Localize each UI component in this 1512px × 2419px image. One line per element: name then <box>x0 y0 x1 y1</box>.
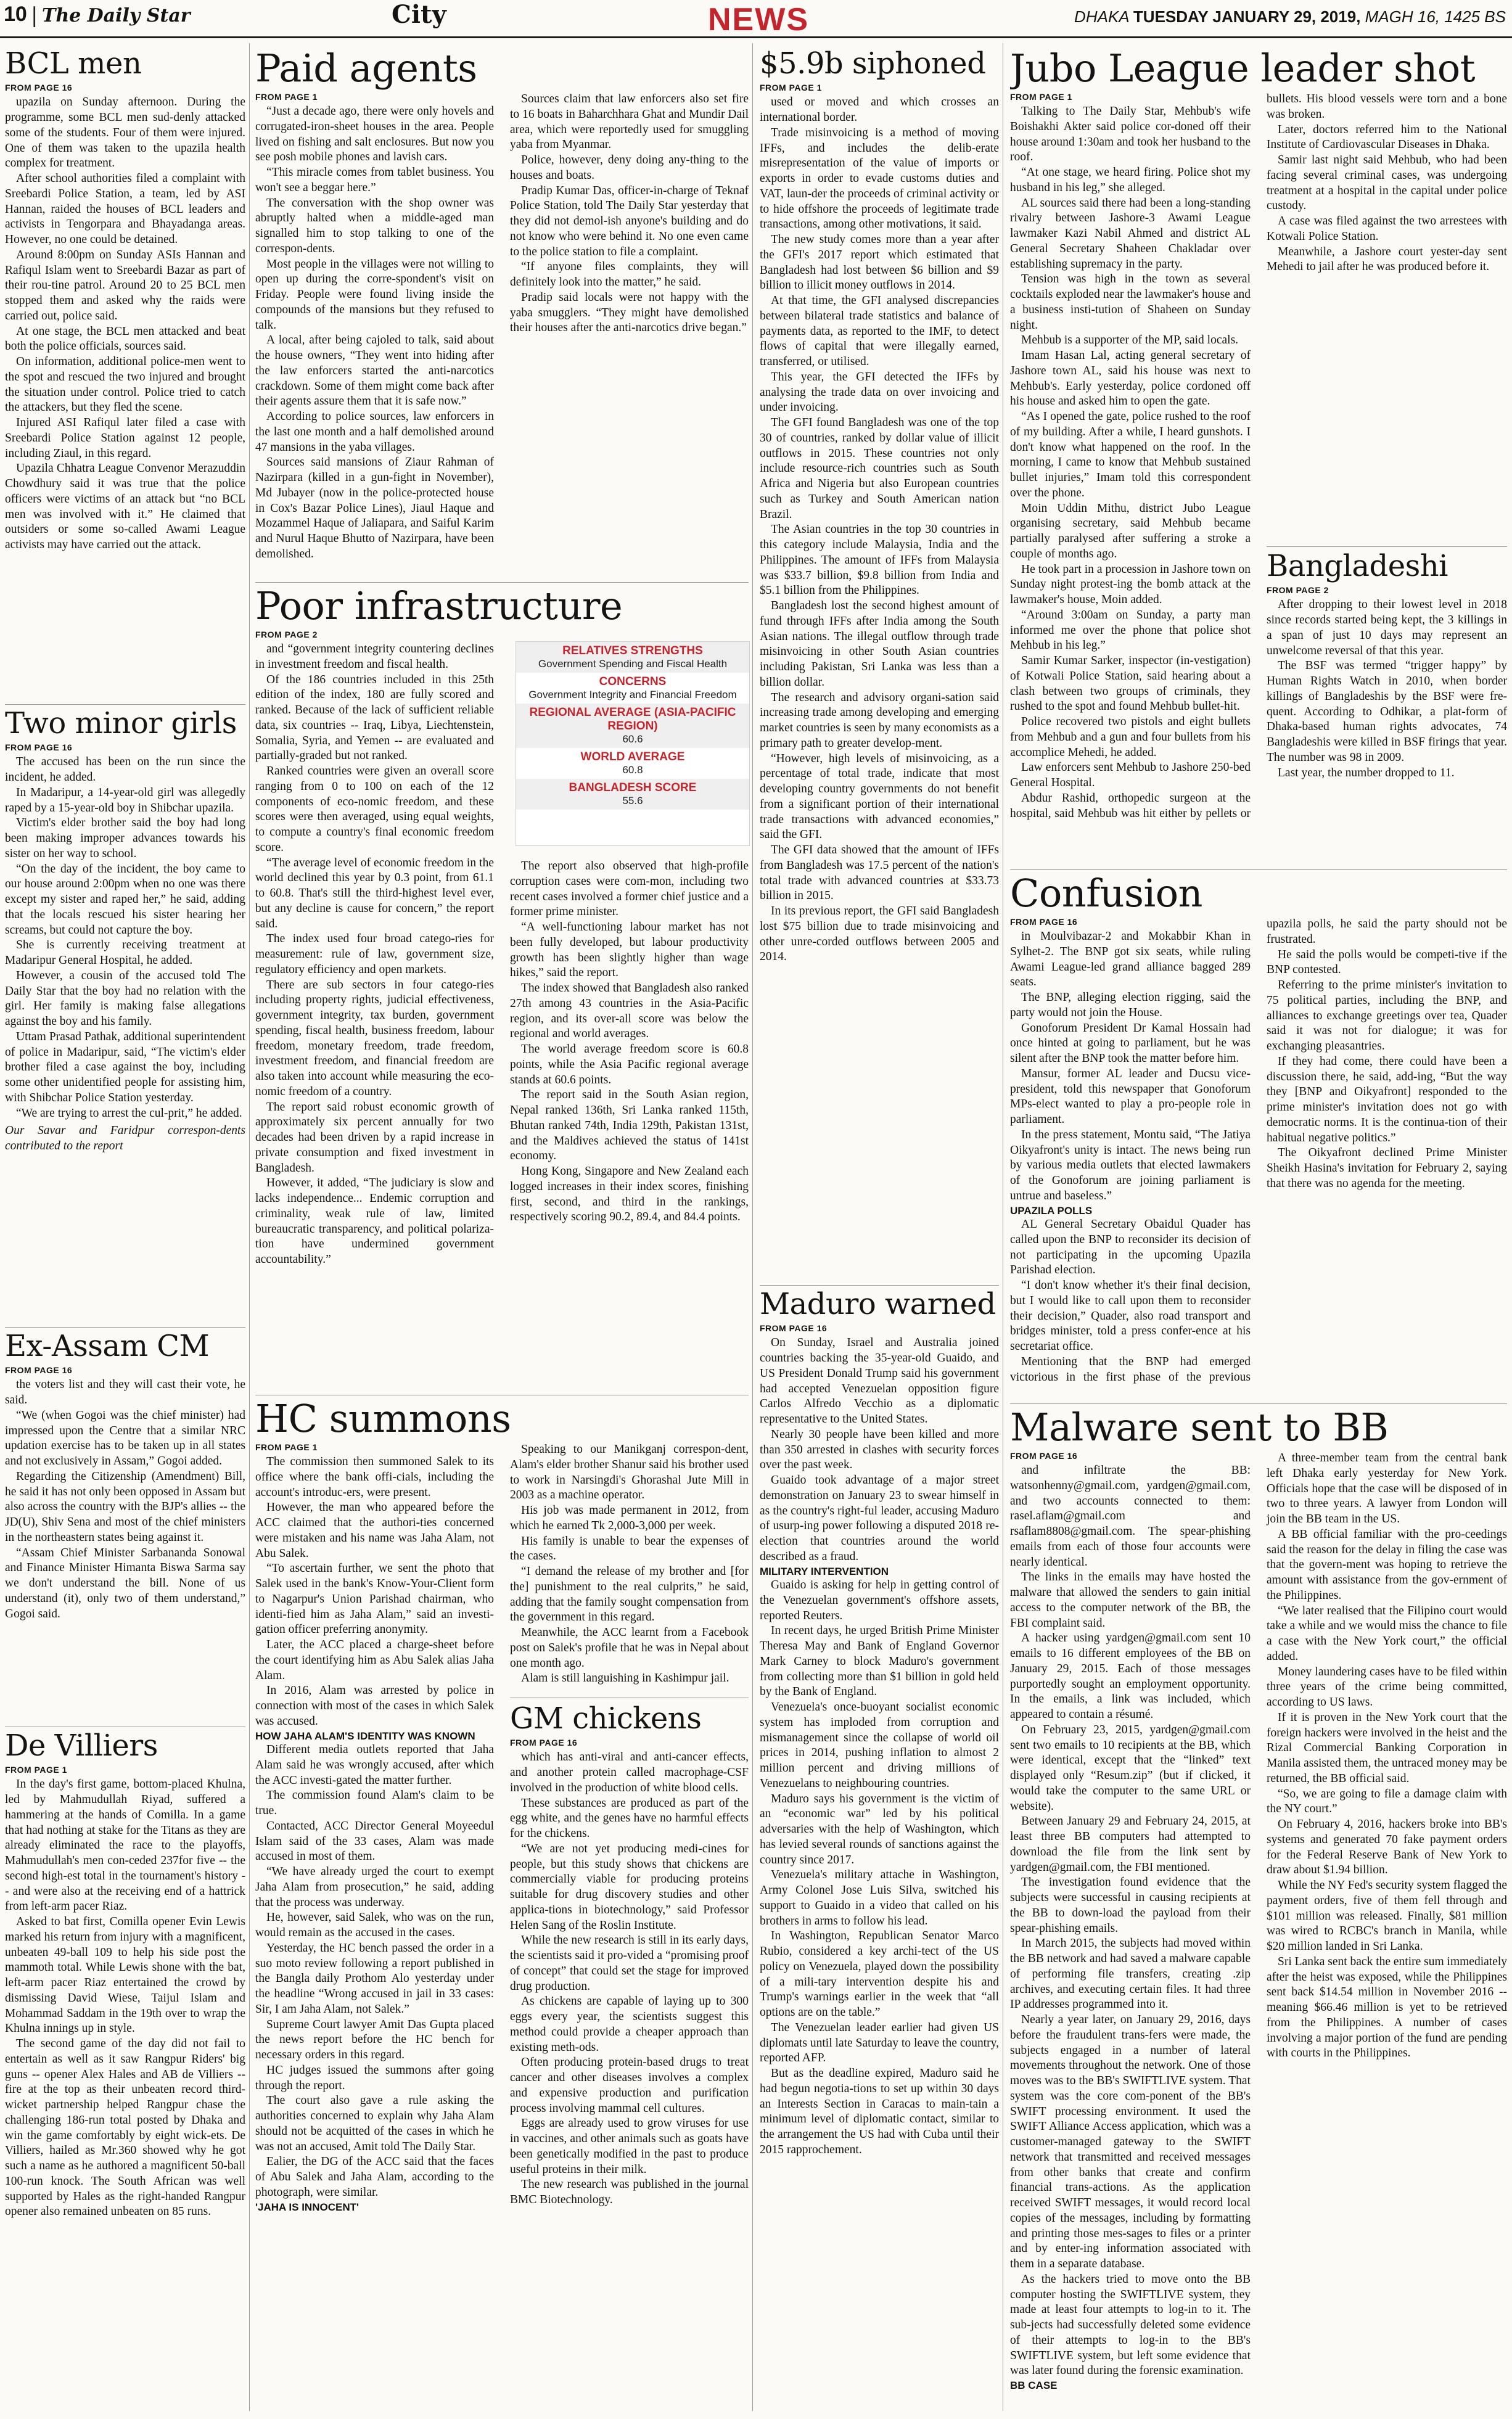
paragraph: Samir Kumar Sarker, inspector (in-vestigation) of Kotwali Police Station, said hearing about a clash between two groups of criminals, they rushed to the spot and found Mehbub bullet-hit. <box>1010 654 1251 713</box>
paragraph: 'JAHA IS INNOCENT' <box>255 2201 360 2213</box>
article-bangladeshi <box>1267 546 1507 867</box>
article-body <box>255 642 494 1268</box>
article-maduro-warned <box>760 1289 999 2415</box>
paragraph: Asked to bat first, Comilla opener Evin Lewis marked his return from injury with a magnificent, unbeaten 49-ball 109 to help his side post the mammoth total. While Lewis shone with the bat, left-arm pacer Riaz entertained the crowd by dismissing David Wiese, Taijul Islam and Mohammad Saddam in the 19th over to wrap the Khulna innings up in style. <box>5 1915 245 2035</box>
paragraph: MILITARY INTERVENTION <box>760 1565 889 1577</box>
article-two-minor-girls <box>5 708 245 1324</box>
paragraph: Gonoforum President Dr Kamal Hossain had once hinted at going to parliament, but he was silent after the BNP took the matter before him. <box>1010 1021 1251 1066</box>
paragraph: On information, additional police-men went to the spot and rescued the two injured and brought the situation under control. Police tried to catch the attackers, but they fled the scene. <box>5 355 245 414</box>
paragraph: He took part in a procession in Jashore town on Sunday night protest-ing the bomb attack at the lawmaker's house, Moin added. <box>1010 562 1251 607</box>
masthead <box>0 0 1512 38</box>
paragraph: “On the day of the incident, the boy came to our house around 2:00pm when no one was there except my sister and raped her,” he said, adding that the locals rescued his sister hearing her screams, but could not capture the boy. <box>5 862 245 937</box>
paragraph: His family is unable to bear the expenses of the cases. <box>510 1534 749 1563</box>
paragraph: used or moved and which crosses an international border. <box>760 96 999 125</box>
paragraph: Upazila Chhatra League Convenor Merazuddin Chowdhury said it was true that the police officers were victims of an attack but “no BCL men was involved with it.” He claimed that outsiders or some so-called Awami League activists may have carried out the attack. <box>5 462 245 552</box>
paragraph: Meanwhile, a Jashore court yester-day sent Mehedi to jail after he was produced before it. <box>1267 245 1507 274</box>
paragraph: Different media outlets reported that Jaha Alam said he was wrongly accused, after which the ACC investi-gated the matter further. <box>255 1743 494 1787</box>
paragraph: Eggs are already used to grow viruses for use in vaccines, and other animals such as goats have been genetically modified in the past to produce useful proteins in their milk. <box>510 2117 749 2176</box>
paragraph: BB CASE <box>1010 2380 1058 2392</box>
paragraph: If they had come, there could have been a discussion there, he said, add-ing, “But the way they [BNP and Oikyafront] responded to the prime minister's invitation does not go with democratic norms. It is the continua-tion of their habitual negative politics.” <box>1267 1054 1507 1144</box>
article-body <box>1010 917 1507 1392</box>
paragraph: The report said in the South Asian region, Nepal ranked 136th, Sri Lanka ranked 115th, Bhutan ranked 74th, India 129th, Pakistan 131st, and the Maldives achieved the status of 141st economy. <box>510 1088 749 1163</box>
paragraph: As chickens are capable of laying up to 300 eggs every year, the scientists suggest this method could provide a cheaper approach than existing meth-ods. <box>510 1995 749 2054</box>
paragraph: Around 8:00pm on Sunday ASIs Hannan and Rafiqul Islam went to Sreebardi Bazar as part of their rou-tine patrol. Around 20 to 25 BCL men stopped them and asked why the raids were carried out, police said. <box>5 248 245 322</box>
paragraph: She is currently receiving treatment at Madaripur General Hospital, he added. <box>5 938 245 967</box>
page-number: 10 <box>4 2 27 26</box>
paragraph: Bangladesh lost the second highest amount of fund through IFFs after India among the South Asian nations. The illegal outflow through trade misinvoicing in other South Asian countries including Pakistan, Sri Lanka was less than a billion dollar. <box>760 599 999 689</box>
paragraph: Mentioning that the BNP had emerged victorious in the first phase of the previous upazila polls, he said the party should not be frustrated. <box>1010 918 1507 1384</box>
paragraph: Nearly a year later, on January 29, 2016, days before the fraudulent trans-fers were made, the subjects engaged in a number of lateral movements throughout the network. One of those moves was to the BB's SWIFTLIVE system. That system was the core com-ponent of the BB's SWIFT processing environment. It used the SWIFT Alliance Access application, which was a customer-managed gateway to the SWIFT network that transmitted and received messages from other banks that create and confirm financial trans-actions. As the application received SWIFT messages, it would record local copies of the messages, including by formatting and printing those mes-sages to files or a printer and by enter-ing information associated with them in a separate database. <box>1010 2013 1251 2271</box>
paragraph: Maduro says his government is the victim of an “economic war” led by his political adversaries with the help of Washington, which has levied several rounds of sanctions against the country since 2017. <box>760 1792 999 1867</box>
paragraph: The accused has been on the run since the incident, he added. <box>5 755 245 784</box>
paragraph: “We have already urged the court to exempt Jaha Alam from prosecution,” he said, adding that the process was underway. <box>255 1865 494 1909</box>
world-average-title: WORLD AVERAGE <box>580 750 685 763</box>
paragraph: His job was made permanent in 2012, from which he earned Tk 2,000-3,000 per week. <box>510 1504 749 1532</box>
paragraph: HC judges issued the summons after going through the report. <box>255 2063 494 2092</box>
paragraph: A BB official familiar with the pro-ceedings said the reason for the delay in filing the case was that the govern-ment was hoping to retrieve the amount with assistance from the gov-ernment of the Philippines. <box>1267 1527 1507 1602</box>
paragraph: “Just a decade ago, there were only hovels and corrugated-iron-sheet houses in the area. People lived on fishing and salt enclosures. But now you see posh mobile phones and lavish cars. <box>255 105 494 164</box>
freedom-score-infobox <box>516 641 750 846</box>
article-malware-sent-to-bb <box>1010 1407 1507 2415</box>
article-body <box>760 1336 999 2158</box>
paragraph: While the new research is still in its early days, the scientists said it pro-vided a “promising proof of concept” that could set the stage for improved drug production. <box>510 1934 749 1993</box>
paragraph: Abdur Rashid, orthopedic surgeon at the hospital, said Mehbub was hit either by pellets or bullets. His blood vessels were torn and a bone was broken. <box>1010 92 1507 820</box>
paragraph: Referring to the prime minister's invitation to 75 political parties, including the BNP, and alliances to exchange greetings over tea, Quader said it was not for dialogue; it was for exchanging pleasantries. <box>1267 979 1507 1053</box>
concerns-text: Government Integrity and Financial Freedom <box>528 689 737 700</box>
paragraph: In March 2015, the subjects had moved within the BB network and had saved a malware capable of performing file transfers, creating .zip archives, and executing certain files. It had three IP addresses programmed into it. <box>1010 1937 1251 2011</box>
paragraph: AL sources said there had been a long-standing rivalry between Jashore-3 Awami League lawmaker Kazi Nabil Ahmed and district AL General Secretary Shaheen Chakladar over establishing supremacy in the party. <box>1010 196 1251 271</box>
article-de-villiers <box>5 1730 245 2415</box>
paragraph: While the NY Fed's security system flagged the payment orders, five of them fell through and $101 million was released. Finally, $81 million was wired to RCBC's branch in Manila, while $20 million landed in Sri Lanka. <box>1267 1879 1507 1953</box>
paragraph: UPAZILA POLLS <box>1010 1204 1093 1217</box>
paragraph: Venezuela's military attache in Washington, Army Colonel Jose Luis Silva, switched his support to Guaido in a video that called on his brothers in arms to follow his lead. <box>760 1868 999 1928</box>
paragraph: As the hackers tried to move onto the BB computer hosting the SWIFTLIVE system, they made at least four attempts to log-in to it. The sub-jects had successfully deleted some evidence of their attempts to log-in to the BB's SWIFTLIVE system, but left some evidence that was later found during the forensic examination. <box>1010 2272 1251 2378</box>
paragraph: “At one stage, we heard firing. Police shot my husband in his leg,” she alleged. <box>1010 166 1251 194</box>
paragraph: He said the polls would be competi-tive if the BNP contested. <box>1267 948 1507 977</box>
paragraph: Of the 186 countries included in this 25th edition of the index, 180 are fully scored and ranked. Because of the lack of sufficient reliable data, six countries -- Iraq, Libya, Liechtenstein, Somalia, Syria, and Yemen -- are evaluated and partially-graded but not ranked. <box>255 673 494 763</box>
paragraph: and “government integrity countering declines in investment freedom and fiscal health. <box>255 643 494 671</box>
paragraph: The new study comes more than a year after the GFI's 2017 report which estimated that Bangladesh had lost between $6 billion and $9 billion to illicit money outflows in 2014. <box>760 233 999 292</box>
paragraph: and infiltrate the BB: watsonhenny@gmail.com, yardgen@gmail.com, and two accounts connected to them: rasel.aflam@gmail.com and rsaflam8808@gmail.com. The spear-phishing emails from each of those four accounts were nearly identical. <box>1010 1464 1251 1569</box>
article-divider <box>5 704 245 705</box>
paragraph: The second game of the day did not fail to entertain as well as it saw Rangpur Riders' big guns -- opener Alex Hales and AB de Villiers -- fire at the top as their unbeaten record third-wicket partnership helped Rangpur chase the challenging 186-run total posted by Dhaka and win the game comfortably by eight wick-ets. De Villiers, hailed as Mr.360 showed why he got such a name as he authored a magnificent 50-ball 100-run knock. The South African was well supported by Hales as the right-handed Rangpur opener also remained unbeaten on 85 runs. <box>5 2037 245 2219</box>
jump-line: FROM PAGE 1 <box>760 83 822 93</box>
paragraph: The GFI found Bangladesh was one of the top 30 of countries, ranked by dollar value of illicit outflows in 2015. These countries not only include resource-rich countries such as South Africa and Nigeria but also European countries such as Turkey and South American nation Brazil. <box>760 416 999 521</box>
jump-line: FROM PAGE 2 <box>1267 585 1329 596</box>
article-divider <box>255 582 749 583</box>
paragraph: Nearly 30 people have been killed and more than 350 arrested in clashes with security forces over the past week. <box>760 1427 999 1472</box>
paragraph: Mehbub is a supporter of the MP, said locals. <box>1021 334 1239 347</box>
paragraph: Police recovered two pistols and eight bullets from Mehbub and a gun and four bullets from his accomplice Mehedi, he added. <box>1010 715 1251 759</box>
paragraph: Guaido took advantage of a major street demonstration on January 23 to swear himself in as the country's right-ful leader, accusing Maduro of usurp-ing power following a disputed 2018 re-election that countries around the world described as a fraud. <box>760 1474 999 1563</box>
paragraph: which has anti-viral and anti-cancer effects, and another protein called macrophage-CSF involved in the production of white blood cells. <box>510 1751 749 1794</box>
strengths-title: RELATIVES STRENGTHS <box>562 644 703 657</box>
regional-average-title: REGIONAL AVERAGE (ASIA-PACIFIC REGION) <box>529 706 736 733</box>
column-rule <box>249 43 250 2411</box>
jump-line: FROM PAGE 16 <box>760 1323 828 1334</box>
paragraph: A local, after being cajoled to talk, said about the house owners, “They went into hiding after the law enforcers started the anti-narcotics crackdown. Some of them might come back after their agents assure them that it is safe now.” <box>255 334 494 408</box>
article-body <box>255 1455 494 2214</box>
paragraph: Uttam Prasad Pathak, additional superintendent of police in Madaripur, said, “The victim's elder brother filed a case against the boy, including some other unidentified people for assisting him, with Shibchar Police Station yesterday. <box>5 1030 245 1104</box>
paragraph: Talking to The Daily Star, Mehbub's wife Boishakhi Akter said police cor-doned off their house around 1:30am and took her husband to the roof. <box>1010 105 1251 164</box>
paragraph: However, the man who appeared before the ACC claimed that the authori-ties concerned were mistaken and his name was Jaha Alam, not Abu Salek. <box>255 1501 494 1560</box>
column-rule <box>752 43 753 2411</box>
article-body-continued <box>510 859 749 1225</box>
paragraph: the voters list and they will cast their vote, he said. <box>5 1378 245 1407</box>
article-divider <box>1010 869 1507 870</box>
paragraph: Ealier, the DG of the ACC said that the faces of Abu Salek and Jaha Alam, according to the photograph, were similar. <box>255 2155 494 2199</box>
paragraph: Speaking to our Manikganj correspon-dent, Alam's elder brother Shanur said his brother used to work in Narsingdi's Ghorashal Jute Mill in 2003 as a machine operator. <box>510 1443 749 1502</box>
paragraph: “So, we are going to file a damage claim with the NY court.” <box>1267 1787 1507 1816</box>
paragraph: In Madaripur, a 14-year-old girl was allegedly raped by a 15-year-old boy in Shibchar upazila. <box>5 786 245 815</box>
paragraph: in Moulvibazar-2 and Mokabbir Khan in Sylhet-2. The BNP got six seats, while ruling Awami League-led grand alliance bagged 289 seats. <box>1010 930 1251 989</box>
paragraph: Victim's elder brother said the boy had long been making improper advances towards his sister on her way to school. <box>5 816 245 860</box>
paragraph: “To ascertain further, we sent the photo that Salek used in the bank's Know-Your-Client form to Nagarpur's Union Parishad chairman, who identi-fied him as Jaha Alam,” said an investi-gation officer preferring anonymity. <box>255 1562 494 1637</box>
article-ex-assam-cm <box>5 1331 245 1725</box>
paragraph: Money laundering cases have to be filed within three years of the crime being committed, according to US laws. <box>1267 1665 1507 1709</box>
paragraph: “The average level of economic freedom in the world declined this year by 0.3 point, from 61.1 to 60.8. That's still the third-highest level ever, but any decline is cause for concern,” the report said. <box>255 856 494 930</box>
paragraph: On Sunday, Israel and Australia joined countries backing the 35-year-old Guaido, and US President Donald Trump said his government had accepted Venezuelan opposition figure Carlos Alfredo Vecchio as a diplomatic representative to the United States. <box>760 1336 999 1426</box>
regional-average-value: 60.6 <box>622 733 643 745</box>
paragraph: Often producing protein-based drugs to treat cancer and other diseases involves a complex and expensive production and purification process involving mammal cell cultures. <box>510 2056 749 2115</box>
paragraph: Law enforcers sent Mehbub to Jashore 250-bed General Hospital. <box>1010 761 1251 790</box>
paragraph: “I demand the release of my brother and [for the] punishment to the real culprits,” he said, adding that the family sought compensation from the government in this regard. <box>510 1565 749 1624</box>
paragraph: Last year, the number dropped to 11. <box>1278 766 1455 779</box>
paragraph: On February 4, 2016, hackers broke into BB's systems and generated 70 fake payment orders for the Federal Reserve Bank of New York to draw about $1.94 billion. <box>1267 1818 1507 1877</box>
paragraph: In recent days, he urged British Prime Minister Theresa May and Bank of England Governor Mark Carney to block Maduro's government from collecting more than $1 billion in gold held by the Bank of England. <box>760 1624 999 1699</box>
article-gm-chickens <box>510 1698 749 2208</box>
article-bcl-men <box>5 48 245 703</box>
article-divider <box>1010 1403 1507 1404</box>
paragraph: The Oikyafront declined Prime Minister Sheikh Hasina's invitation for February 2, saying that there was no agenda for the meeting. <box>1267 1146 1507 1190</box>
world-average-value: 60.8 <box>622 764 643 776</box>
paragraph: At one stage, the BCL men attacked and beat both the police officials, sources said. <box>5 324 245 353</box>
paragraph: Sri Lanka sent back the entire sum immediately after the heist was exposed, while the Philippines sent back $14.54 million in November 2016 -- meaning $66.46 million is yet to be retrieved from the Philippines. A number of cases involving a major portion of the fund are pending with courts in the Philippines. <box>1267 1955 1507 2060</box>
paragraph: A hacker using yardgen@gmail.com sent 10 emails to 16 different employees of the BB on January 29, 2015. Each of those messages purportedly sought an employment opportunity. In the emails, a link was included, which appeared to contain a résumé. <box>1010 1632 1251 1722</box>
article-hc-summons <box>255 1398 749 2413</box>
paragraph: The GFI data showed that the amount of IFFs from Bangladesh was 17.5 percent of the nation's total trade with advanced countries at $33.73 billion in 2015. <box>760 844 999 903</box>
paragraph: Ranked countries were given an overall score ranging from 0 to 100 on each of the 12 components of eco-nomic freedom, and these scores were then averaged, using equal weights, to compute a country's final economic freedom score. <box>255 765 494 854</box>
paragraph: A three-member team from the central bank left Dhaka early yesterday for New York. Officials hope that the case will be disposed of in two to three years. A lawyer from London will join the BB team in the US. <box>1267 1452 1507 1526</box>
article-confusion <box>1010 873 1507 1397</box>
paragraph: The world average freedom score is 60.8 points, while the Asia Pacific regional average stands at 60.6 points. <box>510 1043 749 1086</box>
paragraph: Later, the ACC placed a charge-sheet before the court identifying him as Abu Salek alias Jaha Alam. <box>255 1638 494 1682</box>
paragraph: Police, however, deny doing any-thing to the houses and boats. <box>510 154 749 182</box>
paragraph: The new research was published in the journal BMC Biotechnology. <box>510 2178 749 2207</box>
paragraph: The index used four broad catego-ries for measurement: rule of law, government size, regulatory efficiency and open markets. <box>255 932 494 976</box>
jump-line: FROM PAGE 1 <box>255 92 318 102</box>
paragraph: The court also gave a rule asking the authorities concerned to explain why Jaha Alam should not be acquitted of the cases in which he was not an accused, Amit told The Daily Star. <box>255 2094 494 2153</box>
headline: Bangladeshi <box>1267 549 1448 583</box>
strengths-text: Government Spending and Fiscal Health <box>538 658 728 670</box>
paragraph: Regarding the Citizenship (Amendment) Bill, he said it has not only been opposed in Assam but also across the country with the BJP's allies -- the JD(U), Shiv Sena and most of the chief ministers in the northeastern states being against it. <box>5 1469 245 1544</box>
headline: HC summons <box>255 1398 511 1441</box>
paragraph: Tension was high in the town as several cocktails exploded near the lawmaker's house and a business insti-tution of Shaheen on Sunday night. <box>1010 273 1251 332</box>
paper-logo: The Daily Star <box>42 5 191 27</box>
paragraph: “We are trying to arrest the cul-prit,” he added. <box>16 1106 242 1120</box>
paragraph: Contacted, ACC Director General Moyeedul Islam said of the 33 cases, Alam was made accused in most of them. <box>255 1819 494 1863</box>
paragraph: Between January 29 and February 24, 2015, at least three BB computers had attempted to download the file from the link sent by yardgen@gmail.com, the FBI mentioned. <box>1010 1815 1251 1874</box>
article-body <box>1010 1451 1507 2407</box>
paragraph: “We (when Gogoi was the chief minister) had impressed upon the Centre that a similar NRC updation exercise has to be taken up in all states and not exclusively in Assam,” Gogoi added. <box>5 1408 245 1468</box>
paragraph: The research and advisory organi-sation said increasing trade among developing and emerging market countries is seen by many economists as a primary path to greater develop-ment. <box>760 691 999 750</box>
paragraph: Mansur, former AL leader and Ducsu vice-president, told this newspaper that Gonoforum MPs-elect wanted to play a pro-people role in parliament. <box>1010 1067 1251 1127</box>
paragraph: He, however, said Salek, who was on the run, would remain as the accused in the cases. <box>255 1911 494 1940</box>
headline: GM chickens <box>510 1701 702 1736</box>
paragraph: Meanwhile, the ACC learnt from a Facebook post on Salek's profile that he was in Nepal about one month ago. <box>510 1626 749 1670</box>
paragraph: Yesterday, the HC bench passed the order in a suo moto review following a report published in the Bangla daily Prothom Alo yesterday under the headline “Wrong accused in jail in 33 cases: Sir, I am Jaha Alam, not Salek.” <box>255 1941 494 2016</box>
paragraph: On February 23, 2015, yardgen@gmail.com sent two emails to 10 recipients at the BB, which were identical, except that the “linked” text displayed only “Resum.zip” (but if clicked, it would take the computer to the same URL or website). <box>1010 1723 1251 1813</box>
paragraph: Hong Kong, Singapore and New Zealand each logged increases in their index scores, finishing first, second, and third in the rankings, respectively scoring 90.2, 89.4, and 84.4 points. <box>510 1165 749 1224</box>
jump-line: FROM PAGE 16 <box>5 83 73 93</box>
article-body <box>510 1750 749 2208</box>
jump-line: FROM PAGE 1 <box>5 1765 67 1775</box>
paragraph: “Around 3:00am on Sunday, a party man informed me over the phone that police shot Mehbub in his leg.” <box>1010 608 1251 652</box>
article-body <box>760 95 999 965</box>
paragraph: The conversation with the shop owner was abruptly halted when a middle-aged man signalled him to stop talking to one of the correspon-dents. <box>255 196 494 255</box>
headline: Ex-Assam CM <box>5 1331 210 1363</box>
paragraph: “As I opened the gate, police rushed to the roof of my building. After a while, I heard gunshots. I don't know what happened on the roof. In the morning, I came to know that Mehbub sustained bullet injuries,” Imam told this correspondent over the phone. <box>1010 410 1251 499</box>
jump-line: FROM PAGE 16 <box>5 1365 73 1376</box>
paragraph: Trade misinvoicing is a method of moving IFFs, and includes the delib-erate misrepresentation of the value of imports or exports in order to evade customs duties and VAT, laun-der the proceeds of criminal activity or to hide offshore the proceeds of legitimate trade transactions, among other motivations, it said. <box>760 126 999 231</box>
article-body <box>5 755 245 1121</box>
paragraph: The Venezuelan leader earlier had given US diplomats until late Saturday to leave the country, reported AFP. <box>760 2021 999 2065</box>
paragraph: “This miracle comes from tablet business. You won't see a beggar here.” <box>255 166 494 194</box>
section-title: NEWS <box>708 2 809 38</box>
jump-line: FROM PAGE 16 <box>1010 1451 1078 1461</box>
paragraph: The report said robust economic growth of approximately six percent annually for two decades had been driven by a rapid increase in private consumption and fixed investment in Bangladesh. <box>255 1100 494 1175</box>
paragraph: However, it added, “The judiciary is slow and lacks independence... Endemic corruption and criminality, weak rule of law, limited bureaucratic transparency, and political polariza-tion have undermined government accountability.” <box>255 1177 494 1267</box>
paragraph: Injured ASI Rafiqul later filed a case with Sreebardi Police Station against 12 people, including Ziaul, in this regard. <box>5 416 245 460</box>
paragraph: The commission found Alam's claim to be true. <box>255 1789 494 1818</box>
headline: Jubo League leader shot <box>1010 48 1476 91</box>
headline: De Villiers <box>5 1730 158 1763</box>
paragraph: Pradip said locals were not happy with the yaba smugglers. “They might have demolished their houses after the anti-narcotics drive began.” <box>510 290 749 335</box>
paragraph: Sources claim that law enforcers also set fire to 16 boats in Baharchhara Ghat and Mundir Dail area, which were reportedly used for smuggling yaba from Myanmar. <box>510 92 749 152</box>
paragraph: Samir last night said Mehbub, who had been facing several criminal cases, was undergoing treatment at a hospital in the capital under police custody. <box>1267 154 1507 213</box>
article-siphoned <box>760 48 999 1283</box>
paragraph: “If anyone files complaints, they will definitely look into the matter,” he said. <box>510 260 749 289</box>
paragraph: Later, doctors referred him to the National Institute of Cardiovascular Diseases in Dhaka. <box>1267 123 1507 152</box>
page-divider: | <box>31 3 38 28</box>
jump-line: FROM PAGE 16 <box>5 742 73 753</box>
paragraph: The BNP, alleging election rigging, said the party would not join the House. <box>1010 991 1251 1019</box>
headline: Malware sent to BB <box>1010 1407 1389 1450</box>
jump-line: FROM PAGE 2 <box>255 630 318 640</box>
paragraph: If it is proven in the New York court that the foreign hackers were involved in the heist and the Rizal Commercial Banking Corporation in Manila assisted them, the untraced money may be returned, the BB official said. <box>1267 1711 1507 1785</box>
paragraph: There are sub sectors in four catego-ries including property rights, judicial effectiveness, government integrity, tax burden, government spending, fiscal health, business freedom, labour freedom, monetary freedom, trade freedom, investment freedom, and financial freedom are also taken into account while measuring the eco-nomic freedom of a country. <box>255 978 494 1098</box>
paragraph: In Washington, Republican Senator Marco Rubio, considered a key archi-tect of the US policy on Venezuela, played down the possibility of a mili-tary intervention despite his and Trump's warnings earlier in the week that “all options are on the table.” <box>760 1929 999 2019</box>
headline: Poor infrastructure <box>255 586 623 628</box>
article-divider <box>760 1285 999 1286</box>
paragraph: Imam Hasan Lal, acting general secretary of Jashore town AL, said his house was next to Mehbub's. Early yesterday, police cordoned off his house and asked him to open the gate. <box>1010 349 1251 408</box>
article-body <box>5 95 245 553</box>
bangladesh-score-title: BANGLADESH SCORE <box>569 781 697 794</box>
paragraph: upazila on Sunday afternoon. During the programme, some BCL men sud-denly attacked some of the students. Four of them were injured. One of them was taken to the upazila health complex for treatment. <box>5 96 245 170</box>
paragraph: “We are not yet producing medi-cines for people, but this study shows that chickens are commercially viable for producing proteins suitable for drug discovery studies and other applica-tions in biotechnology,” said Professor Helen Sang of the Roslin Institute. <box>510 1842 749 1932</box>
paragraph: The BSF was termed “trigger happy” by Human Rights Watch in 2010, when border killings of Bangladeshis by the BSF were fre-quent. According to Odhikar, a plat-form of Dhaka-based human rights advocates, 74 Bangladeshis were killed in BSF firings that year. The number was 98 in 2009. <box>1267 659 1507 764</box>
paragraph: HOW JAHA ALAM'S IDENTITY WAS KNOWN <box>255 1730 475 1742</box>
article-body <box>255 92 749 573</box>
headline: Paid agents <box>255 48 477 91</box>
paragraph: This year, the GFI detected the IFFs by analysing the trade data on over invoicing and under invoicing. <box>760 370 999 414</box>
paragraph: A case was filed against the two arrestees with Kotwali Police Station. <box>1267 215 1507 243</box>
paragraph: In the day's first game, bottom-placed Khulna, led by Mahmudullah Riyad, suffered a hammering at the hands of Comilla. In a game that had nothing at stake for the Titans as they are already eliminated the race to the playoffs, Mahmudullah's men con-ceded 237for five -- the second high-est total in the tournament's history -- and were also at the receiving end of a hattrick from left-arm pacer Riaz. <box>5 1778 245 1913</box>
paragraph: In the press statement, Montu said, “The Jatiya Oikyafront's unity is intact. The news being run by various media outlets that elected lawmakers of the Gonoforum are joining parliament is untrue and baseless.” <box>1010 1128 1251 1202</box>
paragraph: Venezuela's once-buoyant socialist economic system has imploded from corruption and mismanagement since the collapse of world oil prices in 2014, pushing inflation to almost 2 million percent and driving millions of Venezuelans to neighbouring countries. <box>760 1701 999 1790</box>
paragraph: After dropping to their lowest level in 2018 since records started being kept, the 3 killings in a span of just 10 days may represent an unwelcome reversal of that this year. <box>1267 598 1507 657</box>
paragraph: Alam is still languishing in Kashimpur jail. <box>521 1672 729 1685</box>
jump-line: FROM PAGE 16 <box>1010 917 1078 927</box>
paragraph: “I don't know whether it's their final decision, but I would like to call upon them to reconsider their decision,” Quader, also road transport and bridges minister, told a press confer-ence at his secretariat office. <box>1010 1279 1251 1353</box>
paragraph: However, a cousin of the accused told The Daily Star that the boy had no relation with the girl. Her family is making false allegations against the boy and his family. <box>5 969 245 1029</box>
paragraph: In its previous report, the GFI said Bangladesh lost $75 billion due to trade misinvoicing and other unre-corded outflows between 2005 and 2014. <box>760 905 999 964</box>
article-body <box>5 1378 245 1622</box>
paragraph: Guaido is asking for help in getting control of the Venezuelan government's offshore assets, reported Reuters. <box>760 1579 999 1622</box>
paragraph: “However, high levels of misinvoicing, as a percentage of total trade, indicate that most developing country governments do not benefit from a significant portion of their international trade transactions with advanced economies,” said the GFI. <box>760 752 999 842</box>
paragraph: After school authorities filed a complaint with Sreebardi Police Station, a team, led by ASI Hannan, raided the houses of BCL leaders and activists in Tengorpara and Bhayadanga areas. However, no one could be detained. <box>5 172 245 247</box>
headline: Two minor girls <box>5 708 237 741</box>
paragraph: Most people in the villages were not willing to open up during the corre-spondent's visit on Friday. People were found living inside the compounds of the mansions but they refused to talk. <box>255 257 494 332</box>
headline: Confusion <box>1010 873 1202 916</box>
bangladesh-score-value: 55.6 <box>622 795 643 807</box>
section-label: City <box>392 0 446 29</box>
headline: BCL men <box>5 48 142 81</box>
paragraph: But as the deadline expired, Maduro said he had begun negotia-tions to set up within 30 days an Interests Section in Caracas to main-tain a minimum level of diplomatic contact, similar to the arrangement the US had with Cuba until their 2015 rapprochement. <box>760 2067 999 2156</box>
article-body <box>5 1777 245 2220</box>
article-divider <box>5 1327 245 1328</box>
paragraph: Moin Uddin Mithu, district Jubo League organising secretary, said Mehbub became partially paralysed after suffering a stroke a couple of months ago. <box>1010 501 1251 561</box>
paragraph: These substances are produced as part of the egg white, and the genes have no harmful effects for the chickens. <box>510 1796 749 1841</box>
headline: $5.9b siphoned <box>760 48 986 81</box>
paragraph: Supreme Court lawyer Amit Das Gupta placed the news report before the HC bench for necessary orders in this regard. <box>255 2018 494 2062</box>
paragraph: Pradip Kumar Das, officer-in-charge of Teknaf Police Station, told The Daily Star yesterday that they did not demol-ish anyone's building and do not know who were behind it. No one even came to the police station to file a complaint. <box>510 184 749 258</box>
article-paid-agents <box>255 48 749 580</box>
contributor-credit: Our Savar and Faridpur correspon-dents contributed to the report <box>5 1124 245 1153</box>
article-body-continued <box>510 1442 749 1686</box>
jump-line: FROM PAGE 1 <box>255 1442 318 1453</box>
paragraph: “A well-functioning labour market has not been fully developed, but labour productivity growth has been slightly higher than wage hikes,” said the report. <box>510 921 749 980</box>
paragraph: The links in the emails may have hosted the malware that allowed the senders to gain initial access to the computer network of the BB, the FBI complaint said. <box>1010 1571 1251 1630</box>
paragraph: Sources said mansions of Ziaur Rahman of Nazirpara (killed in a gun-fight in November), Md Jubayer (now in the police-protected house in Cox's Bazar Police Lines), Jiaul Haque and Mozammel Haque of Jaliapara, and Saiful Karim and Nurul Haque Bhutto of Nazirpara, have been demolished. <box>255 456 494 561</box>
paragraph: “We later realised that the Filipino court would take a while and we would miss the chance to file a case with the New York court,” the official added. <box>1267 1604 1507 1663</box>
paragraph: The commission then summoned Salek to its office where the bank offi-cials, including the account's introduc-ers, were present. <box>255 1455 494 1499</box>
paragraph: The investigation found evidence that the subjects were successful in causing recipients at the BB to down-load the payload from their spear-phishing emails. <box>1010 1876 1251 1935</box>
headline: Maduro warned <box>760 1289 996 1321</box>
paragraph: AL General Secretary Obaidul Quader has called upon the BNP to reconsider its decision of not participating in the upcoming Upazila Parishad election. <box>1010 1218 1251 1277</box>
paragraph: The index showed that Bangladesh also ranked 27th among 43 countries in the Asia-Pacific region, and its over-all score was below the regional and world averages. <box>510 982 749 1041</box>
paragraph: “Assam Chief Minister Sarbananda Sonowal and Finance Minister Himanta Biswa Sarma say we don't understand the bill. None of us understand (it), only two of them understand,” Gogoi said. <box>5 1546 245 1620</box>
jump-line: FROM PAGE 1 <box>1010 92 1072 102</box>
paragraph: At that time, the GFI analysed discrepancies between bilateral trade statistics and balance of payments data, as reported to the IMF, to detect flows of capital that were illegally earned, transferred, or utilised. <box>760 294 999 369</box>
jump-line: FROM PAGE 16 <box>510 1738 578 1748</box>
paragraph: In 2016, Alam was arrested by police in connection with most of the cases in which Salek was accused. <box>255 1684 494 1728</box>
article-body <box>1267 598 1507 781</box>
paragraph: According to police sources, law enforcers in the last one month and a half demolished around 47 mansions in the yaba villages. <box>255 410 494 454</box>
dateline: DHAKA TUESDAY JANUARY 29, 2019, MAGH 16, 1425 BS <box>1074 7 1506 26</box>
paragraph: The Asian countries in the top 30 countries in this category include Malaysia, India and the Philippines. The amount of IFFs from Malaysia was $33.7 billion, $9.8 billion from India and $5.1 billion from the Philippines. <box>760 523 999 598</box>
paragraph: The report also observed that high-profile corruption cases were com-mon, including two recent cases involved a former chief justice and a former prime minister. <box>510 860 749 919</box>
concerns-title: CONCERNS <box>599 675 667 688</box>
